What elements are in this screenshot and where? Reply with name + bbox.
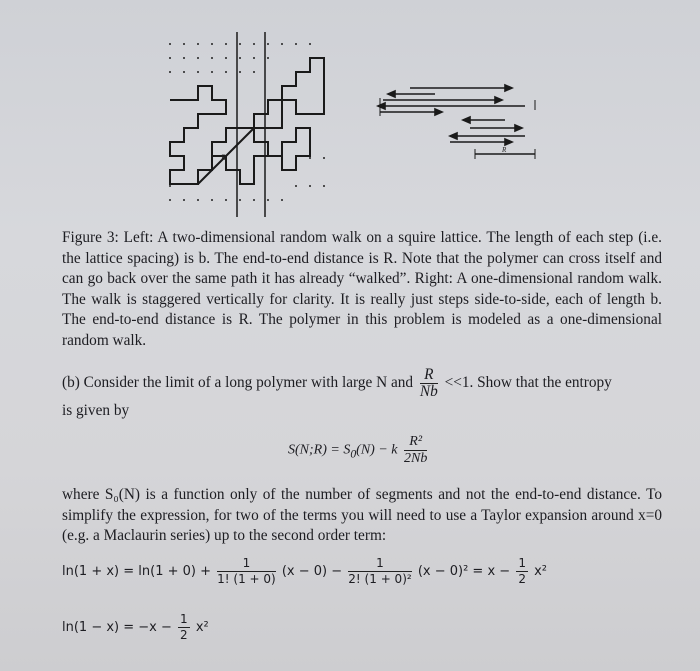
caption-text: Figure 3: Left: A two-dimensional random walk on a squire lattice. The length of each step (i.e. the lattice spacing) is b. The end-to-end distance is R. Note that the polymer can cross itself and can go back over the same path it has already “walked”. Right: A one-dimensional random walk. The walk is staggered vertically for clarity. It is really just steps side-to-side, each of length b. The end-to-end distance is R. The polymer in this problem is modeled as a one-dimensional random walk. <box>62 229 662 349</box>
entropy-rhs: (N) − k <box>356 442 398 458</box>
entropy-lhs: S(N;R) = S <box>288 442 351 458</box>
left-r-label: R <box>221 153 226 162</box>
t1-f1-den: 1! (1 + 0) <box>217 572 276 586</box>
part-b-line <box>62 367 662 400</box>
entropy-equation <box>288 434 430 467</box>
where-text: where S₀(N) is a function only of the number of segments and not the end-to-end distance. To simplify the expression, for two of the terms you will need to use a Taylor expansion around x=0 (e.g. a Maclaurin series) up to the second order term: <box>62 486 662 545</box>
taylor-ln-1-minus-x <box>62 612 209 643</box>
t1-end: x² <box>534 564 548 579</box>
r-over-nb-fraction <box>420 367 438 400</box>
entropy-frac-den: 2Nb <box>403 451 428 466</box>
entropy-fraction <box>404 434 427 467</box>
right-r-label: R <box>502 146 507 154</box>
entropy-sub: 0 <box>350 447 357 461</box>
frac-den: Nb <box>419 383 438 400</box>
t1-f3-den: 2 <box>518 572 526 586</box>
walk-path <box>170 58 324 184</box>
t1-frac3 <box>516 556 528 587</box>
t2-start: ln(1 − x) = −x − <box>62 620 172 635</box>
t1-mid2: (x − 0)² = x − <box>417 564 511 579</box>
1d-random-walk-figure <box>375 80 545 165</box>
t2-f-num: 1 <box>180 612 188 626</box>
taylor-ln-1-plus-x <box>62 556 547 587</box>
t1-f2-num: 1 <box>348 556 411 572</box>
2d-random-walk-figure <box>155 32 345 217</box>
t1-frac1 <box>217 556 276 587</box>
part-b-prefix: (b) Consider the limit of a long polymer with large N and <box>62 374 414 392</box>
lattice-dots <box>169 43 325 201</box>
where-paragraph <box>62 485 662 547</box>
t1-mid: (x − 0) − <box>281 564 343 579</box>
t2-f-den: 2 <box>180 628 188 642</box>
t1-frac2 <box>348 556 411 587</box>
t1-start: ln(1 + x) = ln(1 + 0) + <box>62 564 211 579</box>
t1-f2-den: 2! (1 + 0)² <box>348 572 412 586</box>
frac-num: R <box>420 367 438 384</box>
part-b-suffix: <<1. Show that the entropy <box>444 374 612 392</box>
t1-f1-num: 1 <box>217 556 276 572</box>
entropy-frac-num: R² <box>404 434 427 451</box>
is-given-by: is given by <box>62 402 130 419</box>
figure-caption <box>62 228 662 352</box>
t1-f3-num: 1 <box>518 556 526 570</box>
t2-end: x² <box>195 620 209 635</box>
t2-frac <box>178 612 190 643</box>
